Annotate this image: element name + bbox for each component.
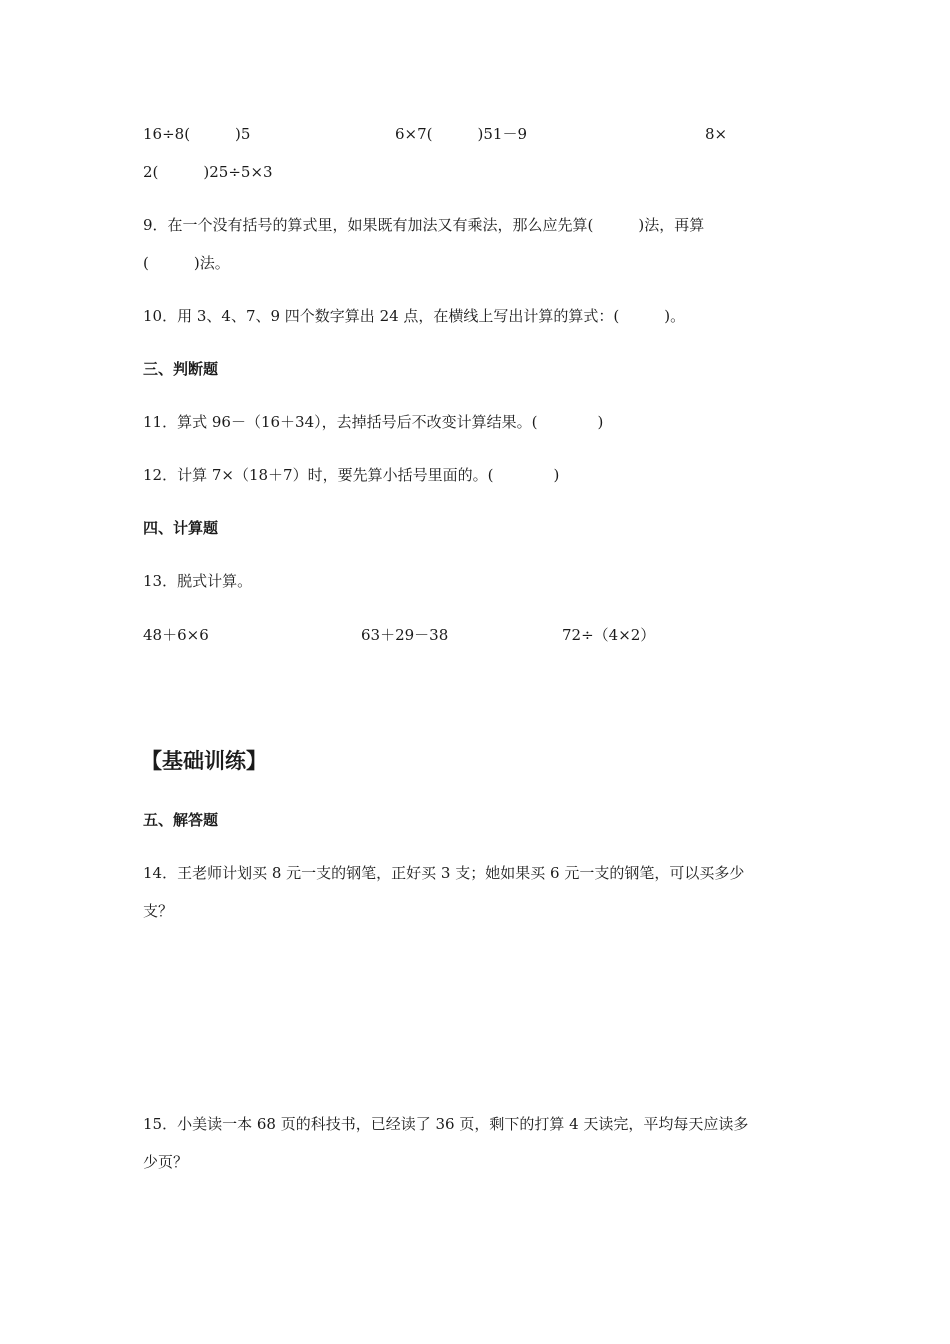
- q15-line-1: 15．小美读一本 68 页的科技书，已经读了 36 页，剩下的打算 4 天读完，平均每天应读多: [143, 1115, 749, 1133]
- basic-training-heading: 【基础训练】: [141, 749, 267, 773]
- q14-line-2: 支？: [143, 902, 174, 920]
- q13-expr-2: 63＋29－38: [361, 626, 449, 644]
- section-judgement-heading: 三、判断题: [143, 360, 219, 378]
- q13-title: 13．脱式计算。: [143, 572, 253, 590]
- q9-line-2: ( )法。: [143, 254, 230, 272]
- q15-line-2: 少页？: [143, 1153, 189, 1171]
- q8-expr-3-start: 8×: [705, 125, 728, 143]
- q8-expr-1: 16÷8( )5: [143, 125, 251, 143]
- q14-line-1: 14．王老师计划买 8 元一支的钢笔，正好买 3 支；她如果买 6 元一支的钢笔，可以买多少: [143, 864, 745, 882]
- section-answer-heading: 五、解答题: [143, 811, 219, 829]
- q13-expr-3: 72÷（4×2）: [562, 626, 656, 644]
- q8-expr-2: 6×7( )51－9: [395, 125, 527, 143]
- q11: 11．算式 96－（16＋34），去掉括号后不改变计算结果。( ): [143, 413, 604, 431]
- q9-line-1: 9．在一个没有括号的算式里，如果既有加法又有乘法，那么应先算( )法，再算: [143, 216, 705, 234]
- q10: 10．用 3、4、7、9 四个数字算出 24 点，在横线上写出计算的算式：( )。: [143, 307, 686, 325]
- q13-expr-1: 48＋6×6: [143, 626, 209, 644]
- section-calculation-heading: 四、计算题: [143, 519, 219, 537]
- q12: 12．计算 7×（18＋7）时，要先算小括号里面的。( ): [143, 466, 560, 484]
- q8-expr-3-end: 2( )25÷5×3: [143, 163, 273, 181]
